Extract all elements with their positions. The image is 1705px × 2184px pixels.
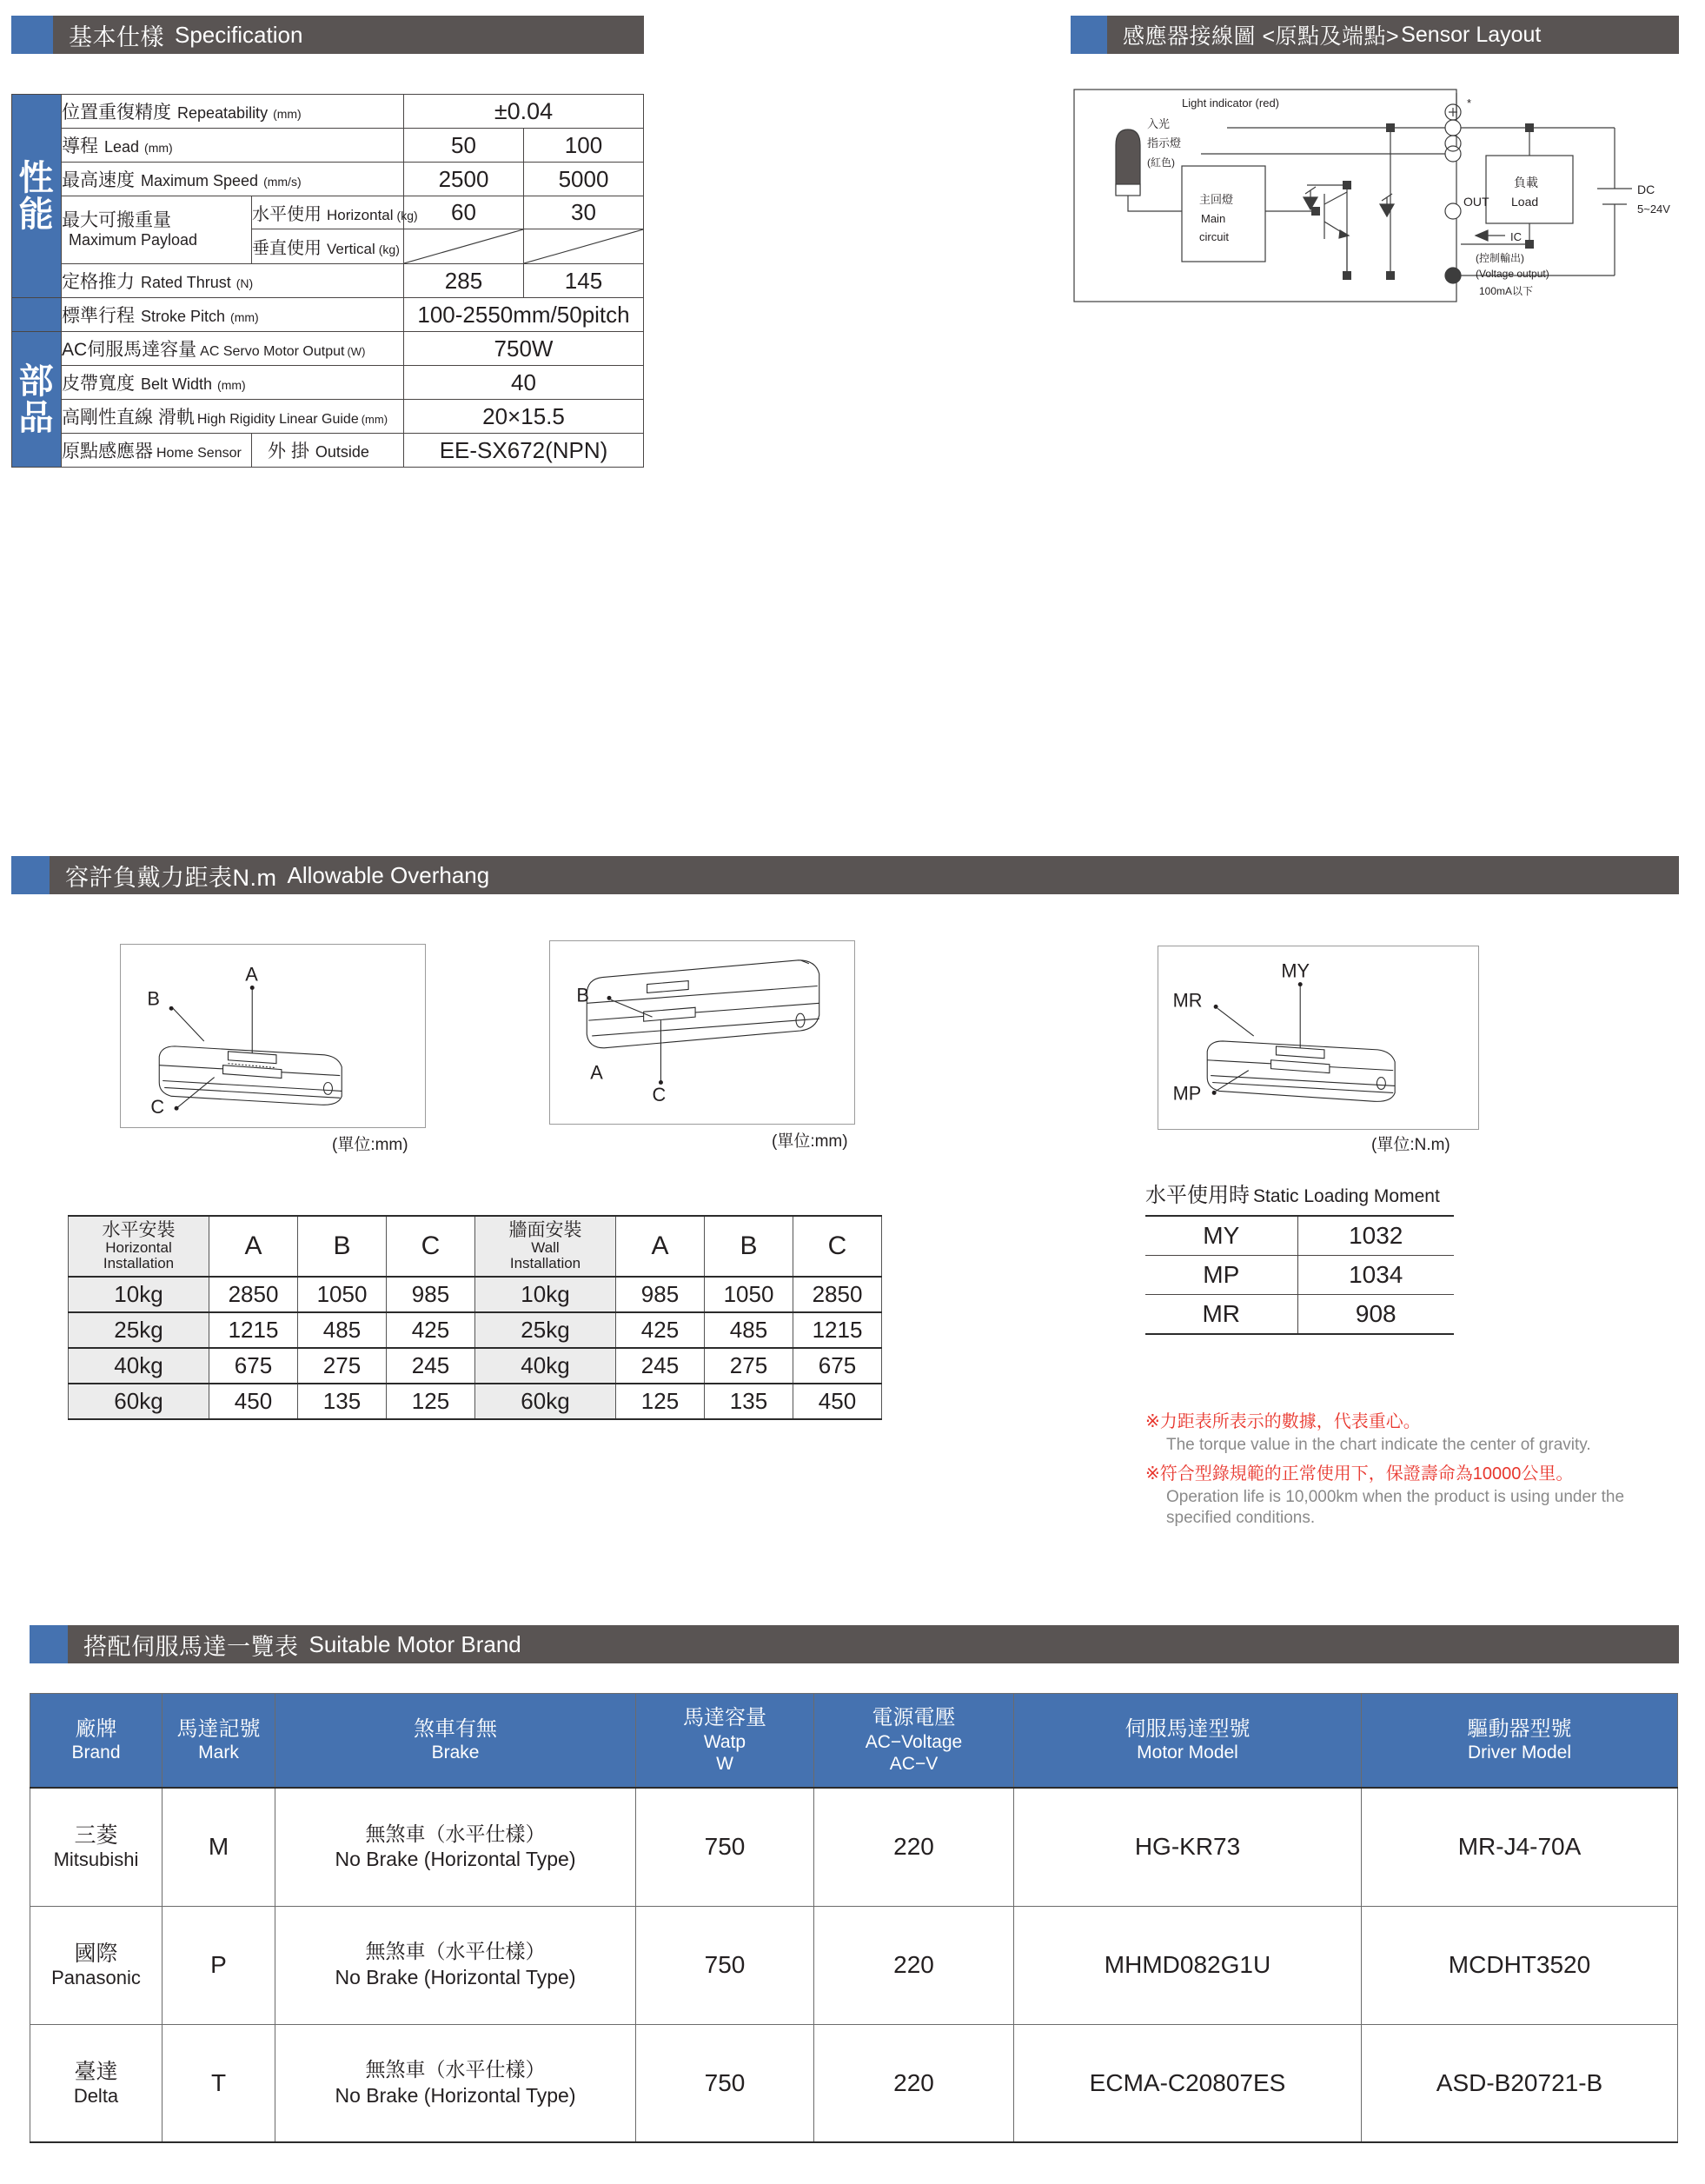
overhang-h-40kg-c: 245 bbox=[387, 1348, 475, 1384]
section-header-specification bbox=[11, 16, 644, 54]
motor-header-brake: 煞車有無 Brake bbox=[275, 1694, 636, 1789]
diagonal-strike-icon bbox=[524, 229, 643, 263]
sensor-label-main-circuit-cn: 主回燈 bbox=[1199, 193, 1234, 206]
group-label-performance: 性能 bbox=[12, 95, 62, 298]
moment-label-my: MY bbox=[1281, 959, 1310, 982]
static-loading-moment-container bbox=[1145, 1178, 1493, 1335]
overhang-w-10kg-c: 2850 bbox=[793, 1277, 882, 1312]
sensor-label-load-cn: 負載 bbox=[1514, 176, 1538, 189]
table-row bbox=[69, 1312, 882, 1348]
static-loading-key-mr: MR bbox=[1145, 1295, 1297, 1335]
spec-value-payload-h-60: 60 bbox=[404, 196, 524, 229]
motor-header-motor-model: 伺服馬達型號 Motor Model bbox=[1014, 1694, 1362, 1789]
overhang-unit-3: (單位:N.m) bbox=[1371, 1136, 1450, 1154]
motor-model-panasonic: MHMD082G1U bbox=[1014, 1906, 1362, 2024]
static-loading-key-my: MY bbox=[1145, 1216, 1297, 1256]
overhang-unit-1: (單位:mm) bbox=[332, 1136, 408, 1154]
motor-brand-panasonic: 國際 Panasonic bbox=[30, 1906, 163, 2024]
section-header-allowable-overhang bbox=[11, 856, 1679, 894]
static-loading-table bbox=[1145, 1215, 1454, 1335]
notes-container bbox=[1145, 1410, 1693, 1535]
table-row bbox=[30, 1906, 1678, 2024]
spec-value-thrust-145: 145 bbox=[524, 264, 644, 298]
static-loading-title-en: Static Loading Moment bbox=[1253, 1186, 1440, 1206]
spec-label-maximum-speed: 最高速度 Maximum Speed (mm/s) bbox=[62, 163, 404, 196]
static-loading-value-mr: 908 bbox=[1297, 1295, 1454, 1335]
sensor-label-main-circuit-en1: Main bbox=[1201, 212, 1226, 225]
overhang-h-25kg-a: 1215 bbox=[209, 1312, 298, 1348]
overhang-col-c-left: C bbox=[387, 1216, 475, 1277]
static-loading-title-cn: 水平使用時 bbox=[1145, 1184, 1250, 1207]
overhang-col-c-right: C bbox=[793, 1216, 882, 1277]
driver-model-panasonic: MCDHT3520 bbox=[1362, 1906, 1678, 2024]
driver-model-delta: ASD-B20721-B bbox=[1362, 2024, 1678, 2142]
section-title-en: Allowable Overhang bbox=[287, 861, 490, 888]
motor-model-delta: ECMA-C20807ES bbox=[1014, 2024, 1362, 2142]
table-row bbox=[12, 196, 644, 229]
sensor-label-dc-range: 5~24V bbox=[1637, 202, 1670, 216]
table-row bbox=[12, 264, 644, 298]
section-title-en: Sensor Layout bbox=[1401, 22, 1542, 47]
overhang-h-40kg-a: 675 bbox=[209, 1348, 298, 1384]
motor-watt-delta: 750 bbox=[636, 2024, 814, 2142]
group-label-performance-cont bbox=[12, 298, 62, 332]
spec-value-speed-5000: 5000 bbox=[524, 163, 644, 196]
section-title-cn: 容許負戴力距表N.m bbox=[65, 864, 277, 891]
overhang-label-c: C bbox=[652, 1084, 667, 1106]
table-row bbox=[12, 163, 644, 196]
overhang-load-40kg-left: 40kg bbox=[69, 1348, 209, 1384]
table-header-row bbox=[69, 1216, 882, 1277]
section-title-cn: 感應器接線圖 <原點及端點> bbox=[1123, 24, 1400, 49]
motor-model-mitsubishi: HG-KR73 bbox=[1014, 1788, 1362, 1906]
note-2-cn: ※符合型錄規範的正常使用下，保證壽命為10000公里。 bbox=[1145, 1464, 1574, 1484]
motor-watt-mitsubishi: 750 bbox=[636, 1788, 814, 1906]
overhang-load-10kg-right: 10kg bbox=[475, 1277, 616, 1312]
overhang-col-a-right: A bbox=[616, 1216, 705, 1277]
motor-brand-delta: 臺達 Delta bbox=[30, 2024, 163, 2142]
sensor-label-light-indicator: Light indicator (red) bbox=[1182, 96, 1279, 110]
section-title-en: Specification bbox=[175, 21, 303, 48]
overhang-w-40kg-a: 245 bbox=[616, 1348, 705, 1384]
overhang-load-25kg-left: 25kg bbox=[69, 1312, 209, 1348]
actuator-illustration-1 bbox=[121, 945, 425, 1127]
overhang-load-60kg-right: 60kg bbox=[475, 1384, 616, 1419]
sensor-label-incoming-1: 入光 bbox=[1147, 117, 1171, 130]
static-loading-value-mp: 1034 bbox=[1297, 1256, 1454, 1295]
overhang-header-horizontal: 水平安裝 Horizontal Installation bbox=[69, 1216, 209, 1277]
motor-header-brand: 廠牌 Brand bbox=[30, 1694, 163, 1789]
driver-model-mitsubishi: MR-J4-70A bbox=[1362, 1788, 1678, 1906]
spec-label-linear-guide: 高剛性直線 滑軌 High Rigidity Linear Guide (mm) bbox=[62, 400, 404, 434]
overhang-w-10kg-b: 1050 bbox=[705, 1277, 793, 1312]
section-title-bar bbox=[50, 856, 1679, 894]
overhang-col-b-right: B bbox=[705, 1216, 793, 1277]
sensor-label-dc: DC bbox=[1637, 183, 1655, 196]
overhang-label-b: B bbox=[576, 984, 589, 1006]
overhang-w-25kg-b: 485 bbox=[705, 1312, 793, 1348]
overhang-w-25kg-a: 425 bbox=[616, 1312, 705, 1348]
note-1-cn: ※力距表所表示的數據，代表重心。 bbox=[1145, 1412, 1421, 1431]
motor-header-voltage: 電源電壓 AC−Voltage AC−V bbox=[814, 1694, 1014, 1789]
spec-value-payload-h-30: 30 bbox=[524, 196, 644, 229]
spec-label-payload-horizontal: 水平使用 Horizontal (kg) bbox=[252, 196, 404, 229]
overhang-w-40kg-c: 675 bbox=[793, 1348, 882, 1384]
overhang-w-60kg-c: 450 bbox=[793, 1384, 882, 1419]
overhang-h-10kg-b: 1050 bbox=[298, 1277, 387, 1312]
section-accent-tab bbox=[1071, 16, 1107, 54]
specification-table bbox=[11, 94, 644, 468]
spec-label-rated-thrust: 定格推力 Rated Thrust (N) bbox=[62, 264, 404, 298]
sensor-label-out: OUT bbox=[1463, 195, 1489, 209]
sensor-label-note-3: 100mA以下 bbox=[1479, 285, 1534, 297]
table-row bbox=[12, 366, 644, 400]
static-loading-title bbox=[1145, 1178, 1493, 1208]
static-loading-key-mp: MP bbox=[1145, 1256, 1297, 1295]
actuator-illustration-3 bbox=[1158, 946, 1478, 1129]
table-row bbox=[1145, 1216, 1454, 1256]
note-1-en: The torque value in the chart indicate the center of gravity. bbox=[1166, 1436, 1591, 1454]
sensor-label-load-en: Load bbox=[1511, 195, 1539, 209]
motor-brake-mitsubishi: 無煞車（水平仕樣） No Brake (Horizontal Type) bbox=[275, 1788, 636, 1906]
spec-value-payload-v-na-1 bbox=[404, 229, 524, 264]
motor-mark-p: P bbox=[163, 1906, 275, 2024]
section-title-en: Suitable Motor Brand bbox=[308, 1630, 521, 1657]
overhang-h-25kg-c: 425 bbox=[387, 1312, 475, 1348]
motor-header-watt: 馬達容量 Watp W bbox=[636, 1694, 814, 1789]
sensor-circuit-svg bbox=[1071, 83, 1679, 309]
section-accent-tab bbox=[30, 1625, 68, 1663]
table-row bbox=[12, 95, 644, 129]
overhang-h-60kg-a: 450 bbox=[209, 1384, 298, 1419]
sensor-layout-diagram bbox=[1071, 83, 1679, 309]
overhang-load-10kg-left: 10kg bbox=[69, 1277, 209, 1312]
static-loading-value-my: 1032 bbox=[1297, 1216, 1454, 1256]
overhang-col-a-left: A bbox=[209, 1216, 298, 1277]
overhang-load-40kg-right: 40kg bbox=[475, 1348, 616, 1384]
overhang-label-a: A bbox=[590, 1061, 603, 1084]
section-accent-tab bbox=[11, 856, 50, 894]
overhang-w-10kg-a: 985 bbox=[616, 1277, 705, 1312]
overhang-diagram-wall bbox=[549, 940, 855, 1125]
overhang-w-60kg-b: 135 bbox=[705, 1384, 793, 1419]
table-row bbox=[12, 129, 644, 163]
section-header-sensor-layout bbox=[1071, 16, 1679, 54]
diagonal-strike-icon bbox=[404, 229, 523, 263]
section-title-bar bbox=[68, 1625, 1679, 1663]
overhang-load-60kg-left: 60kg bbox=[69, 1384, 209, 1419]
motor-header-mark: 馬達記號 Mark bbox=[163, 1694, 275, 1789]
spec-value-home-sensor: EE-SX672(NPN) bbox=[404, 434, 644, 468]
motor-brand-table bbox=[30, 1693, 1678, 2143]
motor-brake-delta: 無煞車（水平仕樣） No Brake (Horizontal Type) bbox=[275, 2024, 636, 2142]
sensor-label-note-2: (Voltage output) bbox=[1476, 268, 1549, 280]
motor-watt-panasonic: 750 bbox=[636, 1906, 814, 2024]
spec-value-lead-50: 50 bbox=[404, 129, 524, 163]
spec-label-repeatability: 位置重復精度 Repeatability (mm) bbox=[62, 95, 404, 129]
sensor-label-main-circuit-en2: circuit bbox=[1199, 230, 1229, 243]
spec-value-repeatability: ±0.04 bbox=[404, 95, 644, 129]
motor-voltage-panasonic: 220 bbox=[814, 1906, 1014, 2024]
overhang-h-25kg-b: 485 bbox=[298, 1312, 387, 1348]
overhang-label-c: C bbox=[150, 1096, 165, 1119]
spec-value-stroke-pitch: 100-2550mm/50pitch bbox=[404, 298, 644, 332]
overhang-label-b: B bbox=[147, 987, 160, 1010]
overhang-h-60kg-b: 135 bbox=[298, 1384, 387, 1419]
spec-label-home-sensor-outside: 外 掛 Outside bbox=[252, 434, 404, 468]
section-title-cn: 基本仕樣 bbox=[69, 23, 164, 50]
table-row bbox=[1145, 1295, 1454, 1335]
spec-value-lead-100: 100 bbox=[524, 129, 644, 163]
table-row bbox=[12, 332, 644, 366]
overhang-w-60kg-a: 125 bbox=[616, 1384, 705, 1419]
table-row bbox=[69, 1348, 882, 1384]
group-label-parts: 部品 bbox=[12, 332, 62, 468]
table-row bbox=[30, 1788, 1678, 1906]
section-accent-tab bbox=[11, 16, 53, 54]
spec-value-thrust-285: 285 bbox=[404, 264, 524, 298]
moment-label-mp: MP bbox=[1172, 1082, 1202, 1105]
sensor-label-note-1: (控制輸出) bbox=[1476, 252, 1524, 264]
overhang-unit-2: (單位:mm) bbox=[772, 1132, 848, 1151]
motor-brand-table-container bbox=[30, 1693, 1677, 2143]
spec-label-ac-servo-output: AC伺服馬達容量 AC Servo Motor Output (W) bbox=[62, 332, 404, 366]
table-row bbox=[1145, 1256, 1454, 1295]
spec-value-belt-width: 40 bbox=[404, 366, 644, 400]
spec-label-home-sensor: 原點感應器 Home Sensor bbox=[62, 434, 252, 468]
table-row bbox=[12, 400, 644, 434]
overhang-diagram-horizontal bbox=[120, 944, 426, 1128]
motor-brake-panasonic: 無煞車（水平仕樣） No Brake (Horizontal Type) bbox=[275, 1906, 636, 2024]
note-2-en: Operation life is 10,000km when the product is using under the specified conditions. bbox=[1166, 1487, 1625, 1528]
spec-label-maximum-payload: 最大可搬重量 Maximum Payload bbox=[62, 196, 252, 264]
overhang-header-wall: 牆面安裝 Wall Installation bbox=[475, 1216, 616, 1277]
spec-value-payload-v-na-2 bbox=[524, 229, 644, 264]
motor-voltage-mitsubishi: 220 bbox=[814, 1788, 1014, 1906]
spec-label-stroke-pitch: 標準行程 Stroke Pitch (mm) bbox=[62, 298, 404, 332]
sensor-label-incoming-2: 指示燈 bbox=[1147, 136, 1182, 149]
motor-mark-t: T bbox=[163, 2024, 275, 2142]
table-header-row bbox=[30, 1694, 1678, 1789]
table-row bbox=[12, 434, 644, 468]
overhang-h-60kg-c: 125 bbox=[387, 1384, 475, 1419]
sensor-label-asterisk: * bbox=[1467, 96, 1472, 110]
overhang-h-10kg-a: 2850 bbox=[209, 1277, 298, 1312]
table-row bbox=[69, 1277, 882, 1312]
section-title-bar bbox=[1107, 16, 1679, 54]
section-title-cn: 搭配伺服馬達一覽表 bbox=[83, 1633, 299, 1660]
sensor-label-ic: IC bbox=[1510, 230, 1522, 243]
spec-value-speed-2500: 2500 bbox=[404, 163, 524, 196]
table-row bbox=[69, 1384, 882, 1419]
overhang-diagram-moment bbox=[1158, 946, 1479, 1130]
overhang-data-table bbox=[68, 1215, 882, 1420]
motor-header-driver-model: 驅動器型號 Driver Model bbox=[1362, 1694, 1678, 1789]
table-row bbox=[30, 2024, 1678, 2142]
section-title-bar bbox=[53, 16, 644, 54]
specification-table-container bbox=[11, 94, 643, 468]
spec-label-lead: 導程 Lead (mm) bbox=[62, 129, 404, 163]
overhang-load-25kg-right: 25kg bbox=[475, 1312, 616, 1348]
overhang-h-40kg-b: 275 bbox=[298, 1348, 387, 1384]
overhang-col-b-left: B bbox=[298, 1216, 387, 1277]
overhang-data-table-container bbox=[68, 1215, 882, 1420]
actuator-illustration-2 bbox=[550, 941, 854, 1124]
motor-voltage-delta: 220 bbox=[814, 2024, 1014, 2142]
overhang-h-10kg-c: 985 bbox=[387, 1277, 475, 1312]
section-header-suitable-motor-brand bbox=[30, 1625, 1679, 1663]
spec-value-linear-guide: 20×15.5 bbox=[404, 400, 644, 434]
sensor-label-incoming-3: (紅色) bbox=[1147, 156, 1175, 169]
moment-label-mr: MR bbox=[1172, 989, 1203, 1012]
spec-label-payload-vertical: 垂直使用 Vertical (kg) bbox=[252, 229, 404, 264]
motor-brand-mitsubishi: 三菱 Mitsubishi bbox=[30, 1788, 163, 1906]
table-row bbox=[12, 298, 644, 332]
spec-label-belt-width: 皮帶寬度 Belt Width (mm) bbox=[62, 366, 404, 400]
overhang-label-a: A bbox=[245, 963, 258, 986]
motor-mark-m: M bbox=[163, 1788, 275, 1906]
overhang-w-40kg-b: 275 bbox=[705, 1348, 793, 1384]
overhang-w-25kg-c: 1215 bbox=[793, 1312, 882, 1348]
spec-value-ac-servo-output: 750W bbox=[404, 332, 644, 366]
